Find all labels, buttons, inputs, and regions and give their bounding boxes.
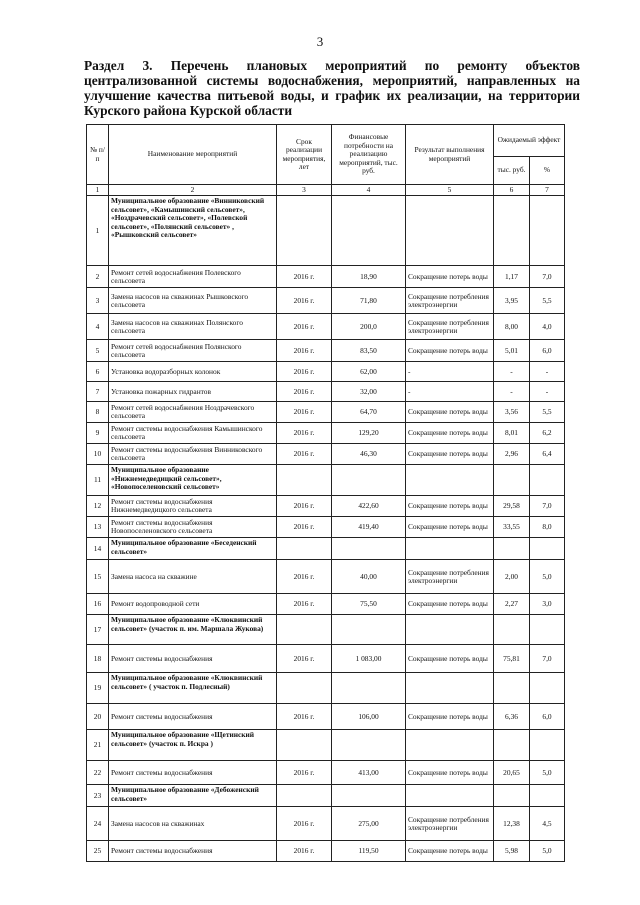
measure-name: Муниципальное образование «Винниковский сельсовет», «Камышинский сельсовет», «Ноздрачевский сельсовет», «Полевской сельсовет», «Полянский сельсовет» , «Рышковский сельсовет» [109, 196, 277, 266]
financial-needs: 275,00 [332, 807, 406, 841]
row-number: 14 [87, 538, 109, 560]
financial-needs [332, 538, 406, 560]
result: Сокращение потерь воды [406, 704, 494, 730]
implementation-term: 2016 г. [277, 444, 332, 465]
financial-needs: 46,30 [332, 444, 406, 465]
effect-rub: 1,17 [494, 266, 530, 288]
result [406, 730, 494, 761]
header-effect-rub: тыс. руб. [494, 157, 530, 185]
effect-percent: 6,2 [530, 423, 565, 444]
effect-percent: 6,0 [530, 704, 565, 730]
result: Сокращение потребления электроэнергии [406, 288, 494, 314]
measure-name: Ремонт системы водоснабжения [109, 841, 277, 862]
result [406, 615, 494, 645]
section-row [87, 785, 565, 807]
header-effect: Ожидаемый эффект [494, 125, 565, 157]
effect-rub: 20,65 [494, 761, 530, 785]
header-num: № п/п [87, 125, 109, 185]
row-number: 17 [87, 615, 109, 645]
effect-rub [494, 196, 530, 266]
effect-percent: 7,0 [530, 645, 565, 673]
financial-needs [332, 673, 406, 704]
measure-name: Ремонт системы водоснабжения [109, 645, 277, 673]
column-number: 4 [332, 185, 406, 196]
effect-rub: 2,00 [494, 560, 530, 594]
result: Сокращение потребления электроэнергии [406, 560, 494, 594]
implementation-term: 2016 г. [277, 288, 332, 314]
effect-percent [530, 615, 565, 645]
measure-name: Ремонт системы водоснабжения Нижнемедведицкого сельсовета [109, 496, 277, 517]
measure-name: Муниципальное образование «Клюквинский сельсовет» (участок п. им. Маршала Жукова) [109, 615, 277, 645]
table-row [87, 560, 565, 594]
measure-name: Замена насоса на скважине [109, 560, 277, 594]
result: Сокращение потребления электроэнергии [406, 314, 494, 340]
result: Сокращение потерь воды [406, 517, 494, 538]
financial-needs: 119,50 [332, 841, 406, 862]
measure-name: Установка водоразборных колонок [109, 362, 277, 382]
effect-rub: 29,58 [494, 496, 530, 517]
row-number: 20 [87, 704, 109, 730]
section-row [87, 465, 565, 496]
effect-rub: - [494, 382, 530, 402]
financial-needs: 32,00 [332, 382, 406, 402]
row-number: 4 [87, 314, 109, 340]
financial-needs: 83,50 [332, 340, 406, 362]
result: Сокращение потерь воды [406, 423, 494, 444]
implementation-term [277, 785, 332, 807]
header-result: Результат выполнения мероприятий [406, 125, 494, 185]
table-row [87, 704, 565, 730]
financial-needs: 413,00 [332, 761, 406, 785]
effect-rub: 2,27 [494, 594, 530, 615]
financial-needs [332, 615, 406, 645]
row-number: 18 [87, 645, 109, 673]
implementation-term: 2016 г. [277, 314, 332, 340]
result: Сокращение потерь воды [406, 841, 494, 862]
financial-needs [332, 785, 406, 807]
row-number: 24 [87, 807, 109, 841]
effect-percent: 5,0 [530, 761, 565, 785]
result [406, 785, 494, 807]
row-number: 16 [87, 594, 109, 615]
effect-percent [530, 465, 565, 496]
effect-percent [530, 785, 565, 807]
measure-name: Ремонт сетей водоснабжения Полянского сельсовета [109, 340, 277, 362]
section-row [87, 538, 565, 560]
effect-percent: 7,0 [530, 496, 565, 517]
implementation-term: 2016 г. [277, 402, 332, 423]
effect-percent: 3,0 [530, 594, 565, 615]
measure-name: Муниципальное образование «Беседенский сельсовет» [109, 538, 277, 560]
table-row [87, 841, 565, 862]
implementation-term: 2016 г. [277, 362, 332, 382]
table-row [87, 382, 565, 402]
effect-percent [530, 196, 565, 266]
effect-rub: 2,96 [494, 444, 530, 465]
result: Сокращение потерь воды [406, 266, 494, 288]
financial-needs: 422,60 [332, 496, 406, 517]
result: Сокращение потерь воды [406, 402, 494, 423]
row-number: 25 [87, 841, 109, 862]
row-number: 7 [87, 382, 109, 402]
row-number: 6 [87, 362, 109, 382]
section-row [87, 673, 565, 704]
table-row [87, 496, 565, 517]
effect-percent: 6,0 [530, 340, 565, 362]
effect-percent: 5,0 [530, 560, 565, 594]
row-number: 15 [87, 560, 109, 594]
table-body [87, 196, 565, 862]
effect-percent: 8,0 [530, 517, 565, 538]
header-term: Срок реализации мероприятия, лет [277, 125, 332, 185]
effect-percent: 4,0 [530, 314, 565, 340]
header-effect-pct: % [530, 157, 565, 185]
row-number: 3 [87, 288, 109, 314]
financial-needs: 64,70 [332, 402, 406, 423]
measure-name: Ремонт системы водоснабжения [109, 761, 277, 785]
effect-rub: 5,01 [494, 340, 530, 362]
column-numbers-row [87, 185, 565, 196]
result [406, 538, 494, 560]
row-number: 8 [87, 402, 109, 423]
implementation-term: 2016 г. [277, 423, 332, 444]
financial-needs: 129,20 [332, 423, 406, 444]
measure-name: Замена насосов на скважинах Рышковского сельсовета [109, 288, 277, 314]
measure-name: Ремонт сетей водоснабжения Ноздрачевского сельсовета [109, 402, 277, 423]
section-row [87, 196, 565, 266]
measure-name: Муниципальное образование «Щетинский сельсовет» (участок п. Искра ) [109, 730, 277, 761]
financial-needs [332, 730, 406, 761]
effect-rub: 75,81 [494, 645, 530, 673]
column-number: 5 [406, 185, 494, 196]
financial-needs: 40,00 [332, 560, 406, 594]
implementation-term [277, 673, 332, 704]
effect-rub [494, 615, 530, 645]
row-number: 12 [87, 496, 109, 517]
measure-name: Установка пожарных гидрантов [109, 382, 277, 402]
effect-rub [494, 673, 530, 704]
effect-percent: 5,5 [530, 402, 565, 423]
effect-rub [494, 465, 530, 496]
financial-needs [332, 465, 406, 496]
effect-percent: - [530, 382, 565, 402]
implementation-term [277, 730, 332, 761]
implementation-term: 2016 г. [277, 761, 332, 785]
effect-rub: 8,01 [494, 423, 530, 444]
measure-name: Ремонт водопроводной сети [109, 594, 277, 615]
table-row [87, 423, 565, 444]
result: Сокращение потерь воды [406, 761, 494, 785]
implementation-term [277, 615, 332, 645]
effect-rub: 3,95 [494, 288, 530, 314]
financial-needs: 62,00 [332, 362, 406, 382]
table-row [87, 444, 565, 465]
measure-name: Замена насосов на скважинах [109, 807, 277, 841]
row-number: 19 [87, 673, 109, 704]
financial-needs [332, 196, 406, 266]
implementation-term [277, 538, 332, 560]
row-number: 9 [87, 423, 109, 444]
result: Сокращение потерь воды [406, 444, 494, 465]
section-row [87, 615, 565, 645]
financial-needs: 71,80 [332, 288, 406, 314]
column-number: 6 [494, 185, 530, 196]
effect-percent [530, 730, 565, 761]
table-row [87, 288, 565, 314]
effect-percent: 7,0 [530, 266, 565, 288]
table-row [87, 517, 565, 538]
measure-name: Муниципальное образование «Клюквинский сельсовет» ( участок п. Подлесный) [109, 673, 277, 704]
effect-rub: 3,56 [494, 402, 530, 423]
result: Сокращение потерь воды [406, 496, 494, 517]
header-name: Наименование мероприятий [109, 125, 277, 185]
implementation-term: 2016 г. [277, 704, 332, 730]
implementation-term: 2016 г. [277, 266, 332, 288]
effect-percent: 5,0 [530, 841, 565, 862]
measure-name: Ремонт системы водоснабжения Новопоселеновского сельсовета [109, 517, 277, 538]
row-number: 23 [87, 785, 109, 807]
effect-percent: - [530, 362, 565, 382]
row-number: 11 [87, 465, 109, 496]
result [406, 673, 494, 704]
result: Сокращение потерь воды [406, 645, 494, 673]
financial-needs: 200,0 [332, 314, 406, 340]
table-row [87, 402, 565, 423]
effect-rub: 6,36 [494, 704, 530, 730]
implementation-term: 2016 г. [277, 594, 332, 615]
table-row [87, 645, 565, 673]
effect-rub [494, 730, 530, 761]
row-number: 5 [87, 340, 109, 362]
table-row [87, 314, 565, 340]
result: Сокращение потерь воды [406, 340, 494, 362]
financial-needs: 1 083,00 [332, 645, 406, 673]
financial-needs: 75,50 [332, 594, 406, 615]
measure-name: Муниципальное образование «Нижнемедведицкий сельсовет», «Новопоселеновский сельсовет» [109, 465, 277, 496]
section-heading: Раздел 3. Перечень плановых мероприятий по ремонту объектов централизованной системы водоснабжения, мероприятий, направленных на улучшение качества питьевой воды, и график их реализации, на территории Курского района Курской области [84, 58, 580, 118]
measure-name: Ремонт системы водоснабжения Камышинского сельсовета [109, 423, 277, 444]
table-row [87, 362, 565, 382]
result: - [406, 362, 494, 382]
implementation-term: 2016 г. [277, 807, 332, 841]
column-number: 3 [277, 185, 332, 196]
implementation-term: 2016 г. [277, 841, 332, 862]
measure-name: Ремонт системы водоснабжения [109, 704, 277, 730]
row-number: 22 [87, 761, 109, 785]
effect-rub: 5,98 [494, 841, 530, 862]
financial-needs: 419,40 [332, 517, 406, 538]
implementation-term: 2016 г. [277, 340, 332, 362]
row-number: 10 [87, 444, 109, 465]
effect-rub: 12,38 [494, 807, 530, 841]
result [406, 465, 494, 496]
effect-rub [494, 538, 530, 560]
financial-needs: 106,00 [332, 704, 406, 730]
implementation-term: 2016 г. [277, 645, 332, 673]
effect-percent [530, 538, 565, 560]
implementation-term: 2016 г. [277, 517, 332, 538]
measure-name: Ремонт системы водоснабжения Винниковского сельсовета [109, 444, 277, 465]
table-row [87, 807, 565, 841]
effect-rub: 33,55 [494, 517, 530, 538]
measures-table [86, 124, 565, 862]
row-number: 13 [87, 517, 109, 538]
effect-percent: 5,5 [530, 288, 565, 314]
measure-name: Замена насосов на скважинах Полянского сельсовета [109, 314, 277, 340]
effect-percent [530, 673, 565, 704]
section-row [87, 730, 565, 761]
table-row [87, 340, 565, 362]
effect-rub: 8,00 [494, 314, 530, 340]
effect-percent: 4,5 [530, 807, 565, 841]
table-row [87, 761, 565, 785]
table-row [87, 594, 565, 615]
result: Сокращение потребления электроэнергии [406, 807, 494, 841]
result [406, 196, 494, 266]
result: - [406, 382, 494, 402]
measure-name: Ремонт сетей водоснабжения Полевского сельсовета [109, 266, 277, 288]
implementation-term: 2016 г. [277, 496, 332, 517]
implementation-term [277, 465, 332, 496]
row-number: 21 [87, 730, 109, 761]
implementation-term [277, 196, 332, 266]
row-number: 1 [87, 196, 109, 266]
result: Сокращение потерь воды [406, 594, 494, 615]
column-number: 7 [530, 185, 565, 196]
row-number: 2 [87, 266, 109, 288]
implementation-term: 2016 г. [277, 560, 332, 594]
table-row [87, 266, 565, 288]
financial-needs: 18,90 [332, 266, 406, 288]
effect-rub: - [494, 362, 530, 382]
effect-percent: 6,4 [530, 444, 565, 465]
column-number: 2 [109, 185, 277, 196]
header-cost: Финансовые потребности на реализацию мероприятий, тыс. руб. [332, 125, 406, 185]
effect-rub [494, 785, 530, 807]
page-number: 3 [316, 34, 324, 49]
implementation-term: 2016 г. [277, 382, 332, 402]
measure-name: Муниципальное образование «Дебоженский сельсовет» [109, 785, 277, 807]
column-number: 1 [87, 185, 109, 196]
